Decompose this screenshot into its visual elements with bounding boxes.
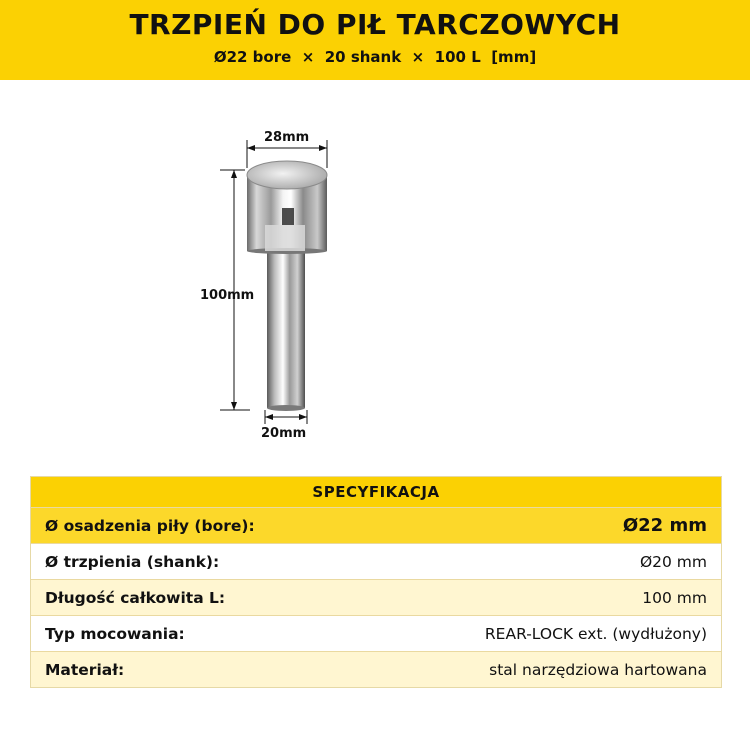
- page-title: TRZPIEŃ DO PIŁ TARCZOWYCH: [129, 8, 621, 41]
- spec-heading: SPECYFIKACJA: [31, 477, 721, 507]
- spec-value: Ø20 mm: [639, 552, 707, 571]
- spec-row-bore: [31, 507, 721, 543]
- head-top-face: [247, 161, 327, 189]
- spec-row-shank: [31, 543, 721, 579]
- spec-key: Długość całkowita L:: [45, 588, 226, 607]
- header-banner: [0, 0, 750, 80]
- dim-length: 100mm: [200, 288, 255, 303]
- notch-shadow: [282, 208, 294, 225]
- spec-row-material: [31, 651, 721, 687]
- spec-value: REAR-LOCK ext. (wydłużony): [484, 624, 707, 643]
- spec-row-mount-type: [31, 615, 721, 651]
- specification-table: [30, 476, 722, 688]
- spec-value: stal narzędziowa hartowana: [489, 660, 707, 679]
- spec-key: Materiał:: [45, 660, 125, 679]
- spec-value: Ø22 mm: [622, 515, 707, 536]
- spec-key: Ø trzpienia (shank):: [45, 552, 220, 571]
- spec-key: Ø osadzenia piły (bore):: [45, 516, 255, 535]
- spec-value: 100 mm: [642, 588, 707, 607]
- arbor-illustration: [0, 80, 750, 470]
- page-subtitle: Ø22 bore × 20 shank × 100 L [mm]: [213, 48, 537, 66]
- dim-head-diameter: 28mm: [264, 130, 310, 145]
- rear-lock-notch: [265, 225, 305, 251]
- shank-body: [267, 245, 305, 408]
- spec-key: Typ mocowania:: [45, 624, 185, 643]
- technical-drawing: [0, 80, 750, 470]
- shank-bottom: [267, 405, 305, 411]
- dim-shank-diameter: 20mm: [261, 426, 307, 441]
- spec-row-length: [31, 579, 721, 615]
